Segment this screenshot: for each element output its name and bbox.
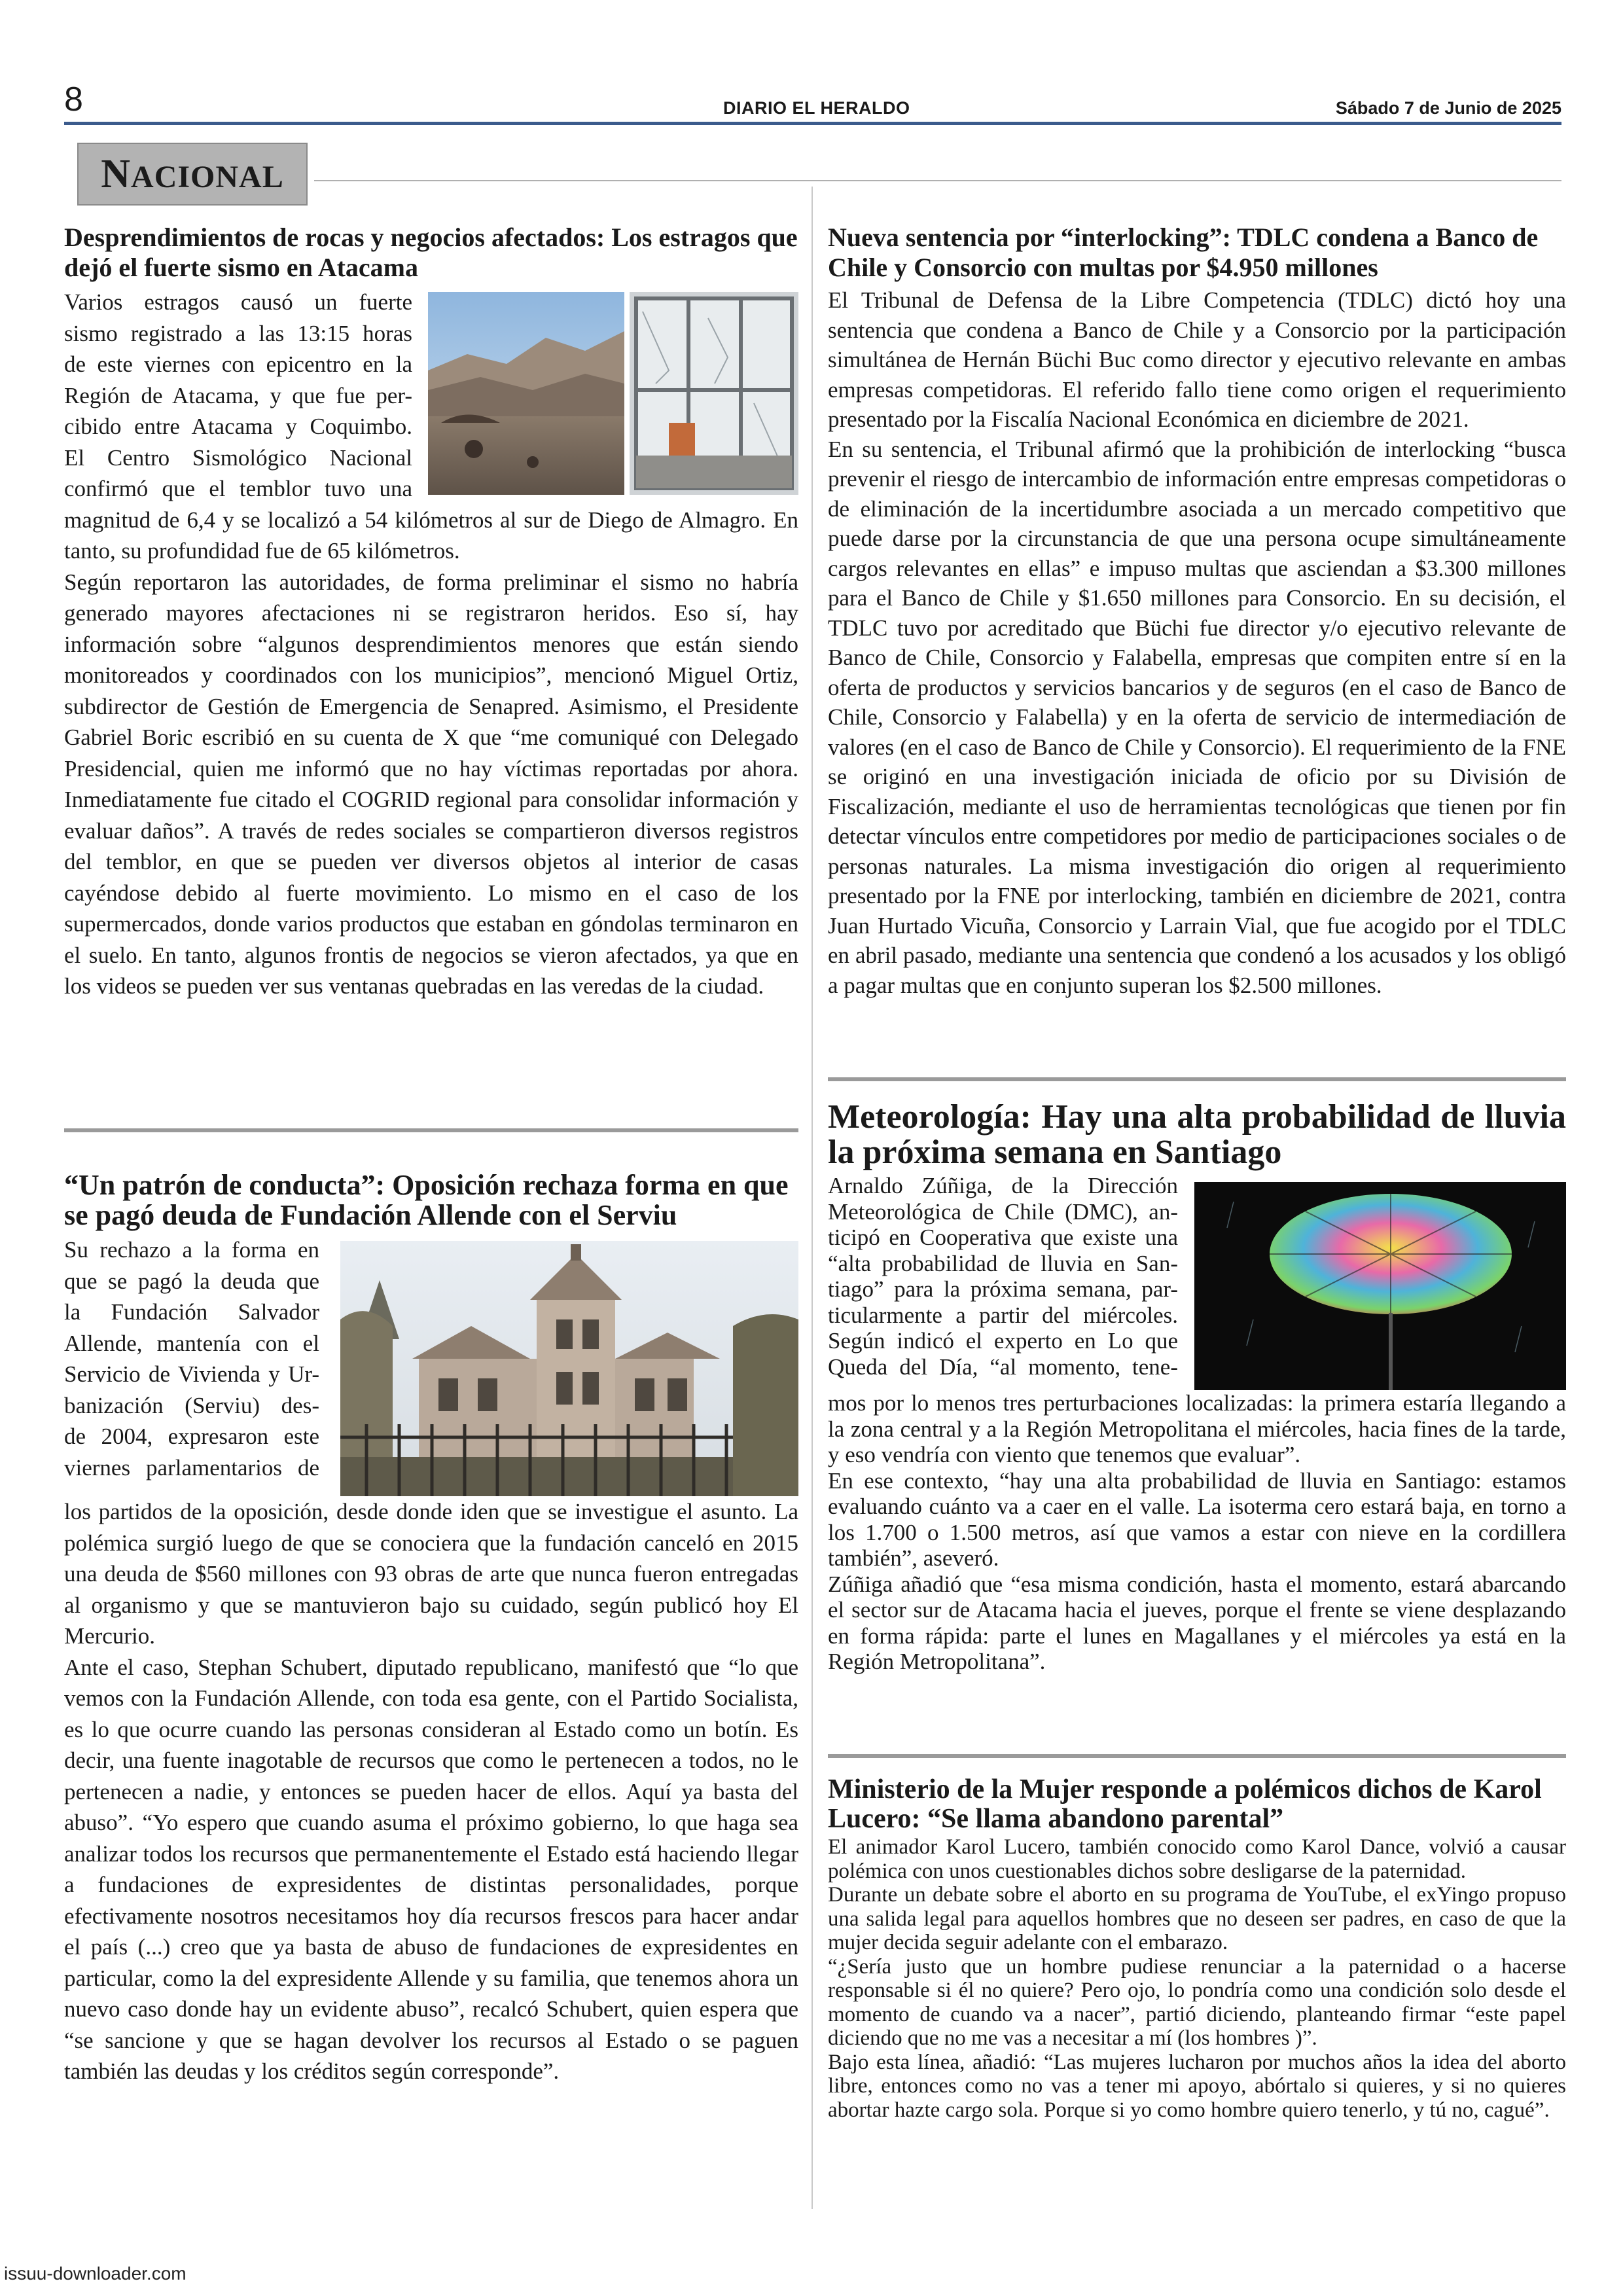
- paragraph: En ese contexto, “hay una alta probabilidad de lluvia en Santiago: estamos evaluando cuánto va a caer en el valle. La isoterma cero estará baja, en torno a los 1.700 o 1.500 metros, así que vamos a estar con nieve en la cordillera también”, aseveró.: [828, 1467, 1566, 1571]
- text-line: Queda del Día, “al momento, tene-: [828, 1354, 1178, 1380]
- article-title: Desprendimientos de rocas y negocios afectados: Los estragos que dejó el fuerte sismo en Atacama: [64, 223, 798, 282]
- text-line: Meteorológica de Chile (DMC), an-: [828, 1198, 1178, 1225]
- header-rule: [64, 122, 1561, 125]
- article-body: [64, 505, 798, 1002]
- text-line: Allende, mantenía con el: [64, 1330, 319, 1356]
- article-body: [828, 1390, 1566, 1675]
- section-label: NACIONAL: [101, 151, 284, 196]
- text-line: Su rechazo a la forma en: [64, 1237, 319, 1263]
- wrap-lines: [828, 1173, 1178, 1390]
- section-rule: [314, 180, 1561, 181]
- paragraph: Según reportaron las autoridades, de forma preliminar el sismo no habría generado mayores afectaciones ni se registraron heridos. Eso sí, hay información sobre “algunos desprendimientos menores que están siendo monitoreados y coordinados con los municipios”, mencionó Miguel Ortiz, subdirector de Gestión de Emergencia de Senapred. Asimismo, el Presidente Gabriel Boric escribió en su cuenta de X que “me comuniqué con Delegado Presidencial, quien me informó que no hay víctimas reportadas por ahora. Inmediatamente fue citado el COGRID regional para consolidar información y evaluar daños”. A través de redes sociales se compartieron diversos registros del temblor, en que se pueden ver diversos objetos al interior de casas cayéndose debido al fuerte movimiento. Lo mismo en el caso de los supermercados, donde varios productos que estaban en góndolas terminaron en el suelo. En tanto, algunos frontis de negocios se vieron afectados, ya que en los videos se pueden ver sus ventanas quebradas en las veredas de la ciudad.: [64, 569, 798, 999]
- issue-date: Sábado 7 de Junio de 2025: [1335, 98, 1561, 118]
- text-line: Según indicó el experto en Lo que: [828, 1328, 1178, 1354]
- text-line: la Fundación Salvador: [64, 1299, 319, 1325]
- article-allende: [64, 1170, 798, 2087]
- column-divider: [812, 187, 813, 2209]
- article-title: Ministerio de la Mujer responde a polémicos dichos de Karol Lucero: “Se llama abandono parental”: [828, 1774, 1542, 1834]
- text-line: El Centro Sismológico Nacional: [64, 444, 412, 471]
- article-mujer: [828, 1775, 1566, 2122]
- article-separator: [828, 1077, 1566, 1081]
- article-body: [64, 1496, 798, 2087]
- text-line: Varios estragos causó un fuerte: [64, 289, 412, 315]
- text-line: banización (Serviu) des-: [64, 1392, 319, 1418]
- article-meteo: [828, 1100, 1566, 1675]
- wrap-lines: [64, 287, 412, 505]
- text-line: ticularmente a partir del miércoles.: [828, 1302, 1178, 1328]
- text-line: ticipó en Cooperativa que existe una: [828, 1225, 1178, 1250]
- article-title: Meteorología: Hay una alta probabilidad de lluvia la próxima semana en Santiago: [828, 1098, 1566, 1171]
- paragraph: mos por lo menos tres perturbaciones localizadas: la primera estaría llegando a la zona central y a la Región Metropolitana el miércoles, hacia fines de la tarde, y eso vendría con viento que tenemos que evaluar”.: [828, 1390, 1566, 1467]
- text-line: sismo registrado a las 13:15 horas: [64, 320, 412, 346]
- text-line: Arnaldo Zúñiga, de la Dirección: [828, 1173, 1178, 1198]
- article-title: “Un patrón de conducta”: Oposición rechaza forma en que se pagó deuda de Fundación Allende con el Serviu: [64, 1169, 789, 1231]
- article-tdlc: [828, 223, 1566, 1000]
- text-line: de 2004, expresaron este: [64, 1424, 319, 1449]
- article-title: Nueva sentencia por “interlocking”: TDLC condena a Banco de Chile y Consorcio con multas por $4.950 millones: [828, 223, 1539, 282]
- section-label-box: [77, 143, 308, 206]
- page-number: 8: [64, 81, 83, 118]
- broken-window-photo: [630, 292, 798, 495]
- text-line: confirmó que el temblor tuvo una: [64, 476, 412, 501]
- mansion-photo: [340, 1241, 798, 1496]
- paragraph: El Tribunal de Defensa de la Libre Competencia (TDLC) dictó hoy una sentencia que condena a Banco de Chile y a Consorcio por la participación simultánea de Hernán Büchi Buc como director y ejecutivo relevante en ambas empresas competidoras. El referido fallo tiene como origen el requerimiento presentado por la Fiscalía Nacional Económica en diciembre de 2021.: [828, 287, 1566, 432]
- article-body: [828, 1835, 1566, 2122]
- text-line: que se pagó la deuda que: [64, 1268, 319, 1294]
- paragraph: En su sentencia, el Tribunal afirmó que la prohibición de interlocking “busca prevenir el riesgo de intercambio de información entre empresas competidoras o de eliminación de la incertidumbre asociada a un mercado competitivo que puede darse por la circunstancia de que una persona ocupe simultáneamente cargos relevantes en ellas” e impuso multas que asciendan a $3.300 millones para el Banco de Chile y $1.650 millones para Consorcio. En su decisión, el TDLC tuvo por acreditado que Büchi fue director y/o ejecutivo relevante de Banco de Chile, Consorcio y Falabella, empresas que compiten entre sí en la oferta de productos y servicios bancarios y de seguros (en el caso de Banco de Chile, Consorcio y Falabella) y en la oferta de servicio de intermediación de valores (en el caso de Banco de Chile y Consorcio). El requerimiento de la FNE se originó en una investigación iniciada de oficio por su División de Fiscalización, mediante el uso de herramientas tecnológicas que tienen por fin detectar vínculos entre competidores por medio de participaciones sociales o de personas naturales. La misma investigación dio origen al requerimiento presentado por la FNE por interlocking, también en diciembre de 2021, contra Juan Hurtado Vicuña, Consorcio y Larrain Vial, que fue acogido por el TDLC en abril pasado, mediante una sentencia que condenó a los acusados y los obligó a pagar multas que en conjunto superan los $2.500 millones.: [828, 436, 1566, 998]
- text-line: viernes parlamentarios de: [64, 1454, 319, 1480]
- desert-landscape-photo: [428, 292, 624, 495]
- text-line: cibido entre Atacama y Coquimbo.: [64, 414, 412, 439]
- paragraph: Bajo esta línea, añadió: “Las mujeres lucharon por muchos años la idea del aborto libre, entonces como no vas a tener mi apoyo, abórtalo si quieres, y si no quieres abortar hazte cargo sola. Porque si yo como hombre quiero tenerlo, y tú no, cagué”.: [828, 2050, 1566, 2122]
- paragraph: Durante un debate sobre el aborto en su programa de YouTube, el exYingo propuso una salida legal para aquellos hombres que no deseen ser padres, en caso de que la mujer decida seguir adelante con el embarazo.: [828, 1883, 1566, 1954]
- text-line: “alta probabilidad de lluvia en San-: [828, 1250, 1178, 1276]
- article-separator: [64, 1128, 798, 1132]
- sismo-photos: [428, 292, 798, 495]
- text-line: Región de Atacama, y que fue per-: [64, 382, 412, 408]
- text-line: Servicio de Vivienda y Ur-: [64, 1361, 319, 1387]
- text-line: de este viernes con epicentro en la: [64, 351, 412, 377]
- umbrella-photo: [1194, 1182, 1566, 1390]
- newspaper-name: DIARIO EL HERALDO: [723, 98, 910, 118]
- article-sismo: [64, 223, 798, 1002]
- text-line: tiago” para la próxima semana, par-: [828, 1276, 1178, 1302]
- paragraph: Zúñiga añadió que “esa misma condición, hasta el momento, estará abarcando el sector sur de Atacama hacia el jueves, porque el frente se viene desplazando en forma rápida: parte el lunes en Magallanes y el miércoles ya está en la Región Metropolitana”.: [828, 1571, 1566, 1674]
- article-body: [828, 285, 1566, 1000]
- paragraph: Ante el caso, Stephan Schubert, diputado republicano, manifestó que “lo que vemos con la Fundación Allende, con toda esa gente, con el Partido Socialista, es lo que ocurre cuando las personas consideran al Estado como un botín. Es decir, una fuente inagotable de recursos que como le pertenecen a todos, no le pertenecen a nadie, y entonces se pueden hacer de ellos. Aquí ya basta del abuso”. “Yo espero que cuando asuma el próximo gobierno, lo que haga sea analizar todos los recursos que permanentemente el Estado está haciendo llegar a fundaciones de expresidentes de distintas personalidades, porque efectivamente nosotros necesitamos hoy día recursos frescos para hacer andar el país (...) creo que ya basta de abuso de fundaciones de expresidentes en particular, como la del expresidente Allende y su familia, que tenemos ahora un nuevo caso donde hay un evidente abuso”, recalcó Schubert, quien espera que “se sancione y que se hagan devolver los recursos al Estado o se paguen también las deudas y los créditos según corresponde”.: [64, 1654, 798, 2084]
- paragraph: magnitud de 6,4 y se localizó a 54 kilómetros al sur de Diego de Almagro. En tanto, su profundidad fue de 65 kilómetros.: [64, 507, 798, 564]
- paragraph: los partidos de la oposición, desde donde iden que se investigue el asunto. La polémica surgió luego de que se conociera que la fundación canceló en 2015 una deuda de $560 millones con 93 obras de arte que nunca fueron entregadas al organismo y que se mantuvieron bajo su cuidado, según publicó hoy El Mercurio.: [64, 1499, 798, 1649]
- paragraph: El animador Karol Lucero, también conocido como Karol Dance, volvió a causar polémica con unos cuestionables dichos sobre desligarse de la paternidad.: [828, 1835, 1566, 1883]
- paragraph: “¿Sería justo que un hombre pudiese renunciar a la paternidad o a hacerse responsable si él no quiere? Pero ojo, lo pondría como una condición solo desde el momento de cuando va a nacer”, partió diciendo, planteando firmar “este papel diciendo que no me vas a necesitar a mí (los hombres )”.: [828, 1954, 1566, 2050]
- watermark: issuu-downloader.com: [4, 2263, 187, 2284]
- wrap-lines: [64, 1234, 319, 1496]
- article-separator: [828, 1754, 1566, 1758]
